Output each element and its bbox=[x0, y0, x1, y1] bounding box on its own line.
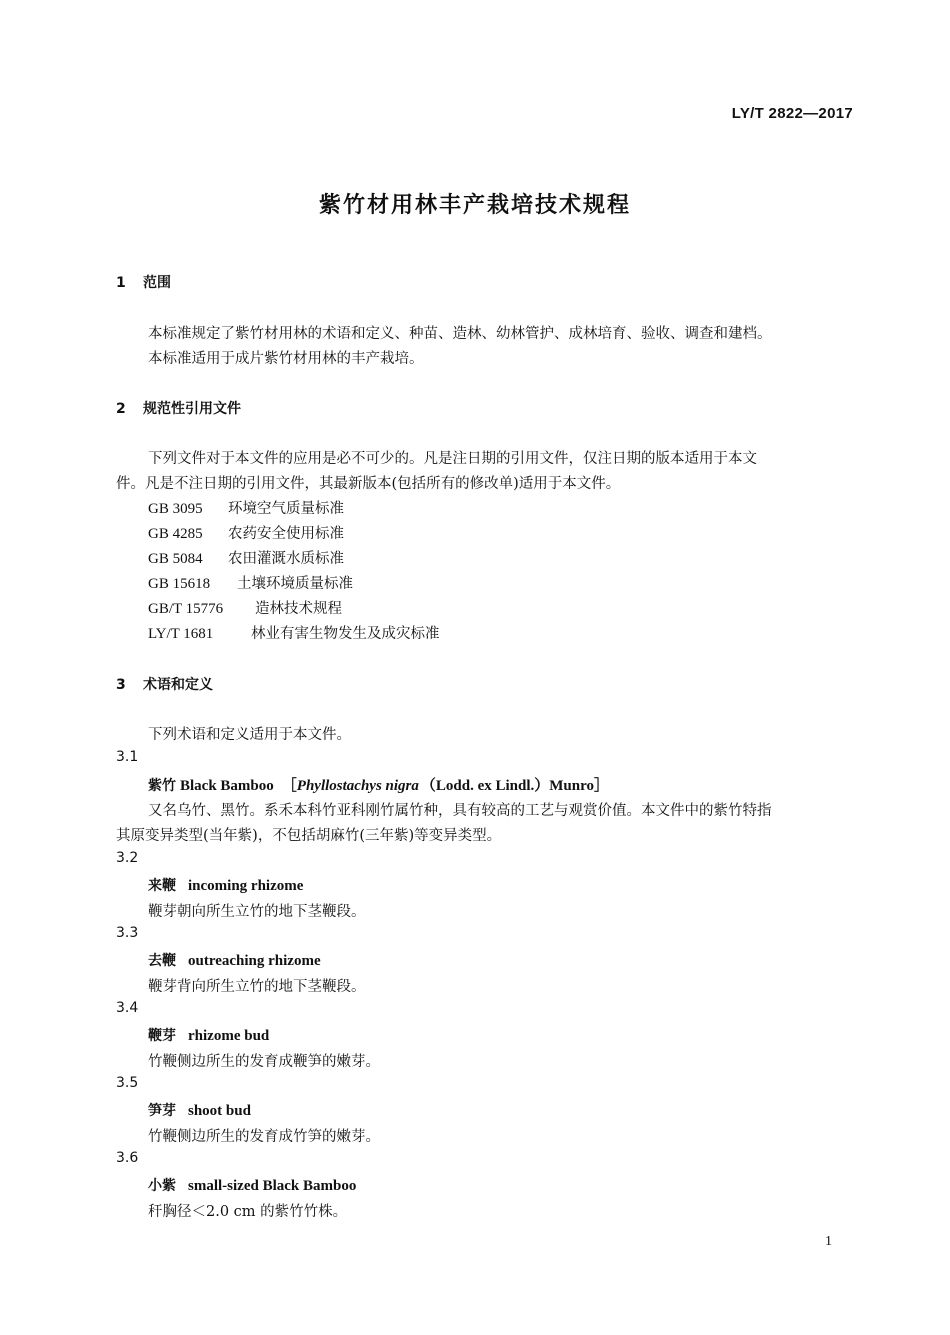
term-number: 3.4 bbox=[116, 1000, 139, 1016]
term-header bbox=[148, 875, 303, 895]
term-definition-line-2: 其原变异类型(当年紫)，不包括胡麻竹(三年紫)等变异类型。 bbox=[116, 828, 502, 844]
term-number: 3.5 bbox=[116, 1075, 139, 1091]
section-2-heading bbox=[116, 398, 241, 418]
reference-item bbox=[148, 522, 344, 543]
term-definition-line-1: 又名乌竹、黑竹。系禾本科竹亚科刚竹属竹种，具有较高的工艺与观赏价值。本文件中的紫竹特指 bbox=[148, 803, 772, 819]
term-chinese: 去鞭 bbox=[148, 953, 176, 969]
section-number: 3 bbox=[116, 677, 126, 693]
reference-name: 环境空气质量标准 bbox=[228, 501, 344, 517]
term-number: 3.3 bbox=[116, 925, 139, 941]
term-chinese: 鞭芽 bbox=[148, 1028, 176, 1044]
term-header bbox=[148, 1100, 251, 1120]
term-english: Black Bamboo bbox=[180, 778, 274, 794]
reference-item bbox=[148, 497, 344, 518]
term-chinese: 笋芽 bbox=[148, 1103, 176, 1119]
reference-code: GB 3095 bbox=[148, 501, 203, 517]
term-english: small-sized Black Bamboo bbox=[188, 1178, 357, 1194]
term-number: 3.1 bbox=[116, 749, 139, 765]
reference-name: 土壤环境质量标准 bbox=[237, 576, 353, 592]
terms-intro: 下列术语和定义适用于本文件。 bbox=[148, 727, 351, 743]
reference-item bbox=[148, 547, 344, 568]
scope-paragraph-2: 本标准适用于成片紫竹材用林的丰产栽培。 bbox=[148, 351, 424, 367]
term-number: 3.2 bbox=[116, 850, 139, 866]
standard-code: LY/T 2822—2017 bbox=[731, 105, 853, 122]
term-header bbox=[148, 1025, 269, 1045]
reference-code: GB 4285 bbox=[148, 526, 203, 542]
section-title: 规范性引用文件 bbox=[143, 401, 241, 417]
reference-name: 农田灌溉水质标准 bbox=[228, 551, 344, 567]
reference-code: GB/T 15776 bbox=[148, 601, 224, 617]
term-english: rhizome bud bbox=[188, 1028, 270, 1044]
section-3-heading bbox=[116, 674, 213, 694]
term-definition: 鞭芽朝向所生立竹的地下茎鞭段。 bbox=[148, 904, 366, 920]
latin-name: Phyllostachys nigra bbox=[296, 778, 419, 794]
page-number: 1 bbox=[825, 1234, 832, 1249]
reference-code: LY/T 1681 bbox=[148, 626, 214, 642]
term-header bbox=[148, 774, 609, 795]
term-english: shoot bud bbox=[188, 1103, 251, 1119]
references-intro-line-2: 件。凡是不注日期的引用文件，其最新版本(包括所有的修改单)适用于本文件。 bbox=[116, 476, 621, 492]
reference-item bbox=[148, 597, 342, 618]
term-definition: 秆胸径＜2.0 cm 的紫竹竹株。 bbox=[148, 1204, 348, 1220]
section-number: 1 bbox=[116, 275, 126, 291]
reference-name: 造林技术规程 bbox=[255, 601, 342, 617]
document-title: 紫竹材用林丰产栽培技术规程 bbox=[318, 193, 631, 218]
term-number: 3.6 bbox=[116, 1150, 139, 1166]
bracket-close: ］ bbox=[594, 778, 610, 794]
term-chinese: 小紫 bbox=[148, 1178, 176, 1194]
term-header bbox=[148, 950, 321, 970]
term-english: outreaching rhizome bbox=[188, 953, 321, 969]
section-number: 2 bbox=[116, 401, 126, 417]
reference-item bbox=[148, 572, 353, 593]
term-definition: 竹鞭侧边所生的发育成鞭笋的嫩芽。 bbox=[148, 1054, 380, 1070]
term-definition: 鞭芽背向所生立竹的地下茎鞭段。 bbox=[148, 979, 366, 995]
latin-authority: （Lodd. ex Lindl.）Munro bbox=[420, 778, 594, 794]
reference-name: 林业有害生物发生及成灾标准 bbox=[251, 626, 440, 642]
section-title: 范围 bbox=[143, 275, 171, 291]
references-intro-line-1: 下列文件对于本文件的应用是必不可少的。凡是注日期的引用文件，仅注日期的版本适用于本文 bbox=[148, 451, 757, 467]
term-chinese: 来鞭 bbox=[148, 878, 176, 894]
reference-code: GB 15618 bbox=[148, 576, 211, 592]
scope-paragraph-1: 本标准规定了紫竹材用林的术语和定义、种苗、造林、幼林管护、成林培育、验收、调查和建档。 bbox=[148, 326, 772, 342]
bracket-open: ［ bbox=[281, 778, 297, 794]
section-1-heading bbox=[116, 272, 171, 292]
term-english: incoming rhizome bbox=[188, 878, 304, 894]
section-title: 术语和定义 bbox=[143, 677, 213, 693]
reference-name: 农药安全使用标准 bbox=[228, 526, 344, 542]
reference-code: GB 5084 bbox=[148, 551, 203, 567]
term-chinese: 紫竹 bbox=[148, 778, 176, 794]
reference-item bbox=[148, 622, 440, 643]
term-header bbox=[148, 1175, 356, 1195]
term-definition: 竹鞭侧边所生的发育成竹笋的嫩芽。 bbox=[148, 1129, 380, 1145]
